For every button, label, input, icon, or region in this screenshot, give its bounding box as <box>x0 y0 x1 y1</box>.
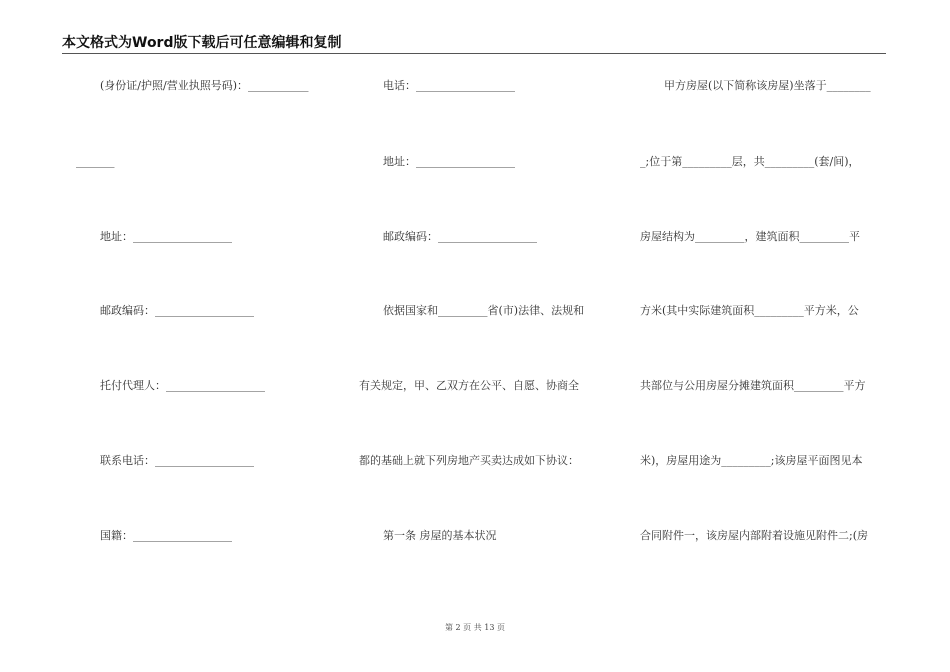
right-line-shared-area: 共部位与公用房屋分摊建筑面积_________平方 <box>640 379 866 392</box>
mid-line-address: 地址：__________________ <box>383 155 515 168</box>
left-line-continuation: _______ <box>76 155 115 168</box>
right-line-area: 方米(其中实际建筑面积_________平方米，公 <box>640 304 859 317</box>
mid-line-postal-code: 邮政编码：__________________ <box>383 230 537 243</box>
mid-line-agreement: 都的基础上就下列房地产买卖达成如下协议： <box>359 454 579 467</box>
left-line-phone: 联系电话：__________________ <box>100 454 254 467</box>
page-header <box>62 35 886 54</box>
right-line-usage: 米)，房屋用途为_________;该房屋平面图见本 <box>640 454 863 467</box>
mid-line-phone: 电话：__________________ <box>383 79 515 92</box>
left-line-nationality: 国籍：__________________ <box>100 529 232 542</box>
mid-line-article-one: 第一条 房屋的基本状况 <box>383 529 497 542</box>
mid-line-law-basis: 依据国家和_________省(市)法律、法规和 <box>383 304 585 317</box>
right-line-structure: 房屋结构为_________，建筑面积_________平 <box>640 230 860 243</box>
left-line-agent: 托付代理人：__________________ <box>100 379 265 392</box>
right-line-appendix: 合同附件一，该房屋内部附着设施见附件二;(房 <box>640 529 868 542</box>
left-line-id-number: (身份证/护照/营业执照号码)：___________ <box>100 79 309 92</box>
header-title: 本文格式为Word版下载后可任意编辑和复制 <box>62 35 342 51</box>
mid-line-regulations: 有关规定，甲、乙双方在公平、自愿、协商全 <box>359 379 579 392</box>
page-number: 第 2 页 共 13 页 <box>445 623 505 632</box>
right-line-floor: _;位于第_________层，共_________(套/间)， <box>640 155 860 168</box>
left-line-postal-code: 邮政编码：__________________ <box>100 304 254 317</box>
right-line-location: 甲方房屋(以下简称该房屋)坐落于________ <box>664 79 871 92</box>
left-line-address: 地址：__________________ <box>100 230 232 243</box>
